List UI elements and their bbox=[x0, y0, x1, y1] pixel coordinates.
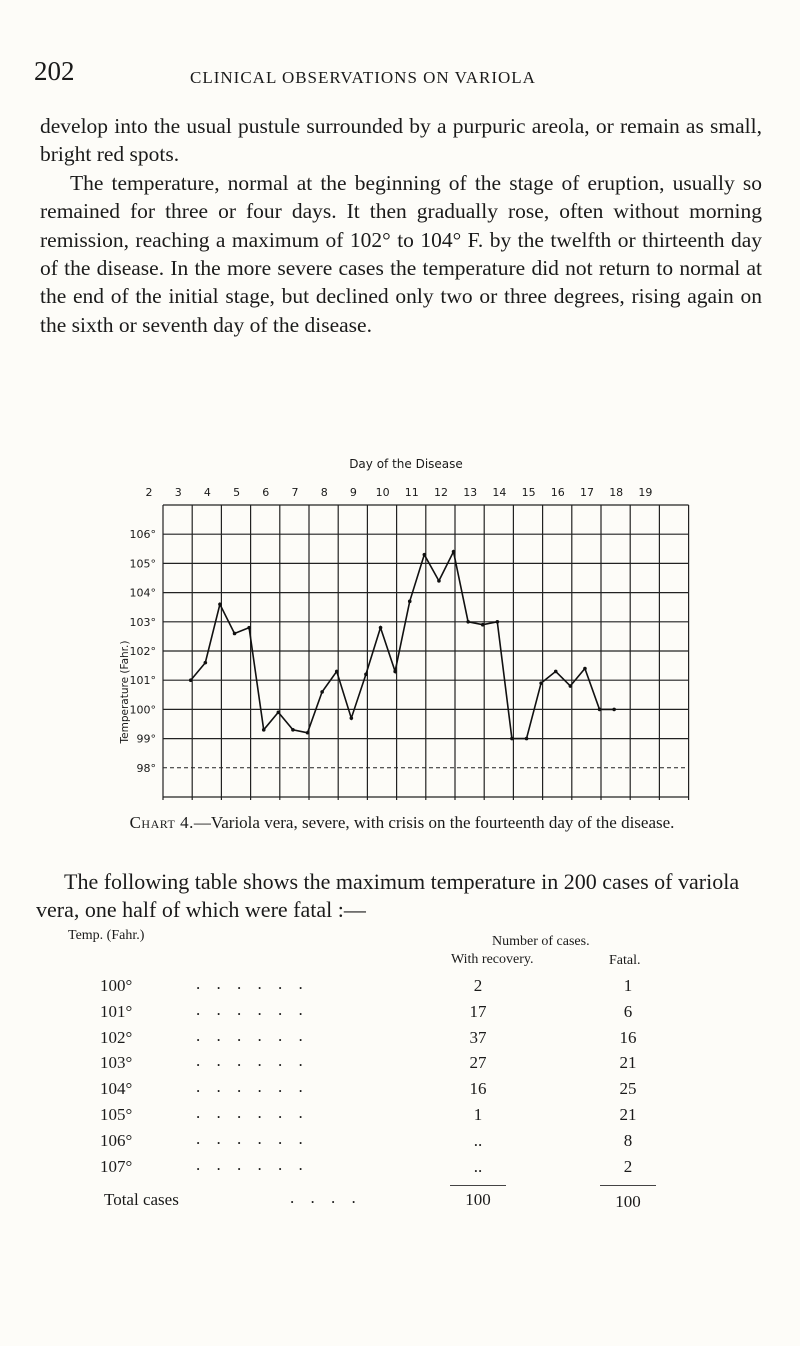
temperature-point bbox=[320, 690, 324, 694]
temperature-point bbox=[612, 708, 616, 712]
fatal-cell: 21 bbox=[619, 1105, 637, 1124]
total-fatal: 100 bbox=[615, 1192, 641, 1211]
temperature-point bbox=[350, 716, 354, 720]
recovery-cell: 27 bbox=[469, 1053, 487, 1073]
x-tick-label: 8 bbox=[320, 486, 328, 499]
recovery-cell: 16 bbox=[469, 1079, 487, 1099]
intro-text: The following table shows the maximum temperature in 200 cases of variola vera, one half of which were fatal :— bbox=[36, 869, 740, 922]
header-recovery: With recovery. bbox=[451, 952, 534, 967]
temperature-point bbox=[204, 661, 208, 665]
temperature-point bbox=[262, 728, 266, 732]
fatal-cell: 1 bbox=[623, 976, 633, 995]
temperature-point bbox=[569, 684, 573, 688]
table-row bbox=[0, 1025, 800, 1052]
temperature-point bbox=[218, 602, 222, 606]
x-tick-label: 6 bbox=[262, 486, 270, 499]
y-axis-label: Temperature (Fahr.) bbox=[119, 640, 131, 744]
temperature-point bbox=[437, 579, 441, 583]
header-fatal: Fatal. bbox=[609, 953, 641, 968]
y-tick-label: 103° bbox=[129, 615, 156, 629]
table-row bbox=[0, 1053, 800, 1077]
temperature-point bbox=[481, 623, 485, 627]
table-row bbox=[0, 1128, 800, 1155]
temperature-point bbox=[291, 728, 295, 732]
total-dots: . . . . bbox=[290, 1188, 362, 1207]
temperature-point bbox=[466, 620, 470, 624]
temperature-point bbox=[335, 670, 339, 674]
recovery-cell: 37 bbox=[469, 1027, 487, 1047]
y-tick-label: 100° bbox=[129, 703, 156, 717]
temp-cell: 107° bbox=[100, 1156, 133, 1176]
leader-dots: . . . . . . bbox=[196, 1051, 309, 1071]
x-tick-label: 17 bbox=[580, 486, 594, 499]
temperature-point bbox=[525, 737, 529, 741]
recovery-cell: 17 bbox=[469, 1001, 487, 1021]
temp-cell: 104° bbox=[100, 1079, 133, 1099]
y-tick-label: 106° bbox=[129, 528, 156, 542]
recovery-cell: 2 bbox=[473, 976, 483, 995]
x-tick-label: 16 bbox=[550, 486, 565, 499]
page-number: 202 bbox=[34, 56, 75, 86]
temperature-point bbox=[583, 667, 587, 671]
temperature-point bbox=[393, 670, 397, 674]
temperature-point bbox=[306, 731, 310, 735]
temperature-point bbox=[364, 673, 368, 677]
leader-dots: . . . . . . bbox=[196, 1025, 309, 1045]
temperature-point bbox=[247, 626, 251, 630]
temperature-line bbox=[191, 552, 614, 739]
leader-dots: . . . . . . bbox=[196, 1154, 309, 1174]
x-tick-label: 15 bbox=[521, 486, 536, 499]
chart-caption bbox=[40, 812, 764, 833]
leader-dots: . . . . . . bbox=[196, 1103, 309, 1122]
x-tick-label: 14 bbox=[492, 486, 507, 499]
recovery-sum-rule bbox=[450, 1185, 506, 1186]
x-tick-label: 18 bbox=[609, 486, 624, 499]
y-tick-label: 101° bbox=[129, 674, 156, 688]
temperature-point bbox=[277, 711, 281, 715]
table-row bbox=[0, 976, 800, 1000]
caption-text: —Variola vera, severe, with crisis on the fourteenth day of the disease. bbox=[193, 813, 675, 832]
x-tick-label: 10 bbox=[375, 486, 390, 499]
temp-cell: 106° bbox=[100, 1130, 133, 1150]
temp-cell: 100° bbox=[100, 976, 133, 995]
table-row bbox=[0, 1154, 800, 1181]
header-temp: Temp. (Fahr.) bbox=[68, 928, 145, 943]
header-number: Number of cases. bbox=[492, 934, 590, 949]
temperature-point bbox=[408, 600, 412, 604]
recovery-cell: 1 bbox=[473, 1105, 483, 1124]
temperature-point bbox=[539, 681, 543, 685]
table-row bbox=[0, 999, 800, 1026]
temp-cell: 103° bbox=[100, 1053, 133, 1073]
x-tick-label: 13 bbox=[463, 486, 478, 499]
fatal-cell: 21 bbox=[619, 1053, 637, 1073]
x-tick-labels bbox=[146, 486, 653, 499]
temperature-point bbox=[379, 626, 383, 630]
x-tick-label: 9 bbox=[349, 486, 357, 499]
body-text bbox=[40, 112, 762, 339]
fatal-cell: 25 bbox=[619, 1079, 637, 1099]
temperature-point bbox=[510, 737, 514, 741]
recovery-cell: .. bbox=[473, 1156, 483, 1176]
y-tick-label: 105° bbox=[129, 557, 156, 571]
recovery-cell: .. bbox=[473, 1130, 483, 1150]
total-recovery: 100 bbox=[465, 1190, 491, 1209]
temp-cell: 101° bbox=[100, 1001, 133, 1021]
y-tick-label: 104° bbox=[129, 586, 156, 600]
table-intro bbox=[36, 868, 764, 924]
temperature-point bbox=[233, 632, 237, 636]
fatal-cell: 2 bbox=[623, 1156, 633, 1176]
temperature-point bbox=[554, 670, 558, 674]
fatal-cell: 8 bbox=[623, 1130, 633, 1150]
paragraph-2: The temperature, normal at the beginning of the stage of eruption, usually so remained for three or four days. It then gradually rose, often without morning remission, reaching a maximum of 102° to 104° F. by the twelfth or thirteenth day of the disease. In the more severe cases the temperature did not return to normal at the end of the initial stage, but declined only two or three degrees, rising again on the sixth or seventh day of the disease. bbox=[40, 170, 762, 337]
chart-grid bbox=[163, 505, 689, 800]
paragraph-1: develop into the usual pustule surrounded by a purpuric areola, or remain as small, bright red spots. bbox=[40, 114, 762, 167]
leader-dots: . . . . . . bbox=[196, 999, 309, 1019]
temperature-chart bbox=[0, 450, 800, 800]
caption-label: Chart 4. bbox=[129, 813, 194, 832]
temp-cell: 105° bbox=[100, 1105, 133, 1124]
x-tick-label: 2 bbox=[145, 486, 153, 499]
leader-dots: . . . . . . bbox=[196, 1077, 309, 1097]
chart-title: Day of the Disease bbox=[349, 457, 463, 471]
temperature-series bbox=[189, 550, 616, 740]
leader-dots: . . . . . . bbox=[196, 974, 309, 993]
x-tick-label: 3 bbox=[174, 486, 182, 499]
table-row bbox=[0, 1105, 800, 1129]
temperature-point bbox=[452, 550, 456, 554]
y-tick-label: 98° bbox=[136, 761, 156, 775]
total-label: Total cases bbox=[104, 1190, 179, 1209]
fatal-cell: 6 bbox=[623, 1001, 633, 1021]
running-title: CLINICAL OBSERVATIONS ON VARIOLA bbox=[190, 68, 536, 87]
leader-dots: . . . . . . bbox=[196, 1128, 309, 1148]
fatal-cell: 16 bbox=[619, 1027, 637, 1047]
x-tick-label: 5 bbox=[233, 486, 241, 499]
y-tick-labels bbox=[130, 528, 157, 775]
x-tick-label: 12 bbox=[434, 486, 448, 499]
temperature-point bbox=[598, 708, 602, 712]
x-tick-label: 11 bbox=[404, 486, 419, 499]
fatal-sum-rule bbox=[600, 1185, 656, 1186]
y-tick-label: 99° bbox=[136, 732, 156, 746]
y-tick-label: 102° bbox=[129, 645, 156, 658]
x-tick-label: 4 bbox=[203, 486, 211, 499]
x-tick-label: 19 bbox=[638, 486, 653, 499]
x-tick-label: 7 bbox=[291, 486, 299, 499]
temperature-point bbox=[496, 620, 500, 624]
temperature-point bbox=[189, 678, 193, 682]
temperature-point bbox=[423, 553, 427, 557]
temp-cell: 102° bbox=[100, 1027, 133, 1047]
table-row bbox=[0, 1079, 800, 1103]
